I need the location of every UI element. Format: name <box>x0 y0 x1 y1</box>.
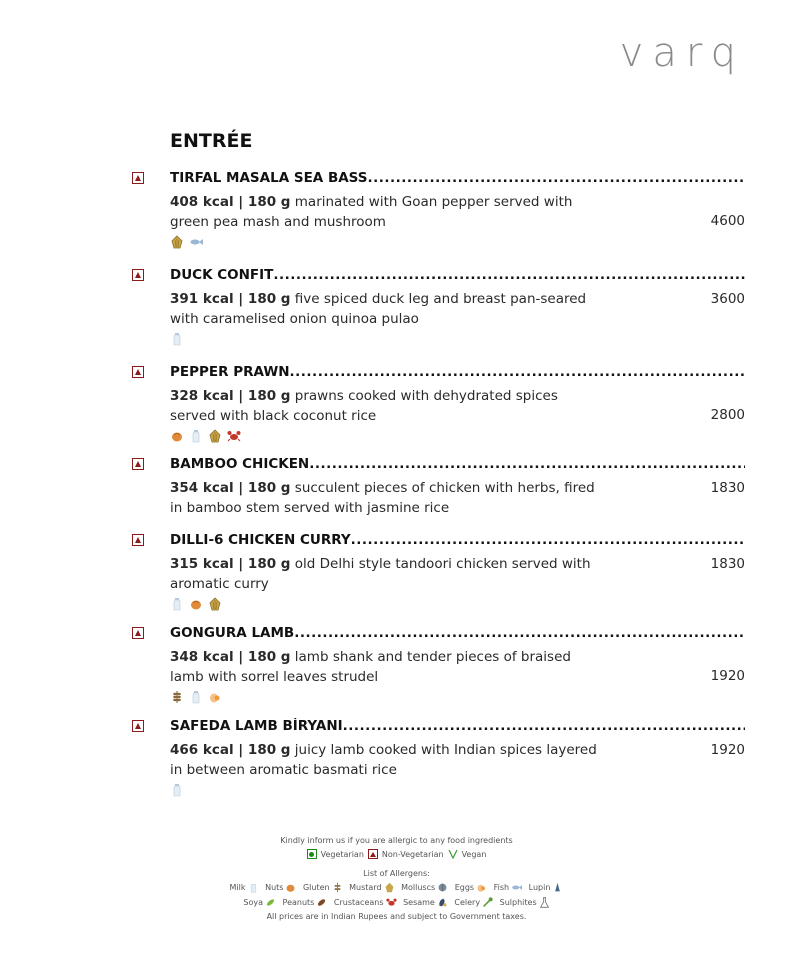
gluten-icon <box>170 690 184 704</box>
vegetarian-label: Vegetarian <box>320 849 364 859</box>
non-veg-icon <box>132 534 144 546</box>
allergy-note: Kindly inform us if you are allergic to any food ingredients <box>280 836 513 845</box>
milk-icon <box>189 429 203 443</box>
celery-icon <box>482 897 493 908</box>
eggs-icon <box>208 690 222 704</box>
non-veg-icon <box>132 172 144 184</box>
allergen-icons <box>170 234 745 250</box>
vegetarian-icon <box>307 849 317 859</box>
item-name: BAMBOO CHICKEN <box>170 456 310 472</box>
menu-item <box>0 532 745 612</box>
item-price: 3600 <box>710 291 745 307</box>
allergen-icons <box>170 782 745 798</box>
item-name: GONGURA LAMB <box>170 625 295 641</box>
menu-item <box>0 267 745 347</box>
vegan-label: Vegan <box>461 849 487 859</box>
mustard-icon <box>384 882 395 893</box>
menu-item <box>0 364 745 444</box>
section-title: ENTRÉE <box>170 130 253 152</box>
non-veg-icon <box>132 458 144 470</box>
crustaceans-icon <box>386 897 397 908</box>
menu-item <box>0 625 745 705</box>
nuts-icon <box>189 597 203 611</box>
item-description: 354 kcal | 180 g succulent pieces of chicken with herbs, fired in bamboo stem served with jasmine rice <box>170 480 595 516</box>
milk-icon <box>248 882 259 893</box>
molluscs-icon <box>437 882 448 893</box>
menu-item <box>0 170 745 250</box>
item-name: PEPPER PRAWN <box>170 364 290 380</box>
gluten-icon <box>332 882 343 893</box>
item-description: 315 kcal | 180 g old Delhi style tandoori chicken served with aromatic curry <box>170 556 591 592</box>
non-veg-icon <box>132 627 144 639</box>
item-name: DILLI-6 CHICKEN CURRY <box>170 532 351 548</box>
allergen-icons <box>170 689 745 705</box>
allergens-row-2: Soya Peanuts Crustaceans Sesame Celery Sulphites <box>0 897 793 908</box>
allergens-row-1: Milk Nuts Gluten Mustard Molluscs Eggs Fish Lupin <box>0 882 793 893</box>
item-description: 328 kcal | 180 g prawns cooked with dehydrated spices served with black coconut rice <box>170 388 558 424</box>
sesame-icon <box>437 897 448 908</box>
fish-icon <box>189 235 203 249</box>
item-description: 408 kcal | 180 g marinated with Goan pepper served with green pea mash and mushroom <box>170 194 573 230</box>
allergen-icons <box>170 428 745 444</box>
item-description: 391 kcal | 180 g five spiced duck leg and breast pan-seared with caramelised onion quinoa pulao <box>170 291 587 327</box>
non-veg-icon <box>132 366 144 378</box>
milk-icon <box>170 597 184 611</box>
non-vegetarian-label: Non-Vegetarian <box>381 849 444 859</box>
non-veg-icon <box>132 720 144 732</box>
eggs-icon <box>476 882 487 893</box>
item-kcal: 391 kcal | 180 g <box>170 291 291 307</box>
footer <box>0 836 793 925</box>
item-price: 1830 <box>710 480 745 496</box>
nuts-icon <box>170 429 184 443</box>
vegan-icon <box>448 849 458 859</box>
non-veg-icon <box>132 269 144 281</box>
diet-legend <box>307 849 487 859</box>
menu-item <box>0 718 745 798</box>
nuts-icon <box>285 882 296 893</box>
item-price: 2800 <box>710 407 745 423</box>
item-kcal: 348 kcal | 180 g <box>170 649 291 665</box>
molluscs-icon <box>170 235 184 249</box>
item-kcal: 354 kcal | 180 g <box>170 480 291 496</box>
item-name: SAFEDA LAMB BİRYANI <box>170 718 343 734</box>
crustaceans-icon <box>227 429 241 443</box>
item-price: 1830 <box>710 556 745 572</box>
menu-items <box>0 170 793 798</box>
lupin-icon <box>552 882 563 893</box>
peanuts-icon <box>316 897 327 908</box>
molluscs-icon <box>208 429 222 443</box>
allergen-icons <box>170 596 745 612</box>
prices-note: All prices are in Indian Rupees and subject to Government taxes. <box>266 912 527 921</box>
item-kcal: 328 kcal | 180 g <box>170 388 291 404</box>
milk-icon <box>170 332 184 346</box>
non-vegetarian-icon <box>368 849 378 859</box>
brand-logo: varq <box>619 30 745 76</box>
item-price: 4600 <box>710 213 745 229</box>
item-description: 348 kcal | 180 g lamb shank and tender pieces of braised lamb with sorrel leaves strudel <box>170 649 571 685</box>
milk-icon <box>170 783 184 797</box>
item-name: DUCK CONFIT <box>170 267 274 283</box>
molluscs-icon <box>208 597 222 611</box>
fish-icon <box>511 882 522 893</box>
allergen-icons <box>170 331 745 347</box>
menu-item <box>0 456 745 518</box>
item-price: 1920 <box>710 742 745 758</box>
item-description: 466 kcal | 180 g juicy lamb cooked with Indian spices layered in between aromatic basmati rice <box>170 742 597 778</box>
milk-icon <box>189 690 203 704</box>
item-kcal: 408 kcal | 180 g <box>170 194 291 210</box>
sulphites-icon <box>539 897 550 908</box>
item-price: 1920 <box>710 668 745 684</box>
soya-icon <box>265 897 276 908</box>
item-kcal: 315 kcal | 180 g <box>170 556 291 572</box>
item-kcal: 466 kcal | 180 g <box>170 742 291 758</box>
allergens-title: List of Allergens: <box>363 869 430 878</box>
item-name: TIRFAL MASALA SEA BASS <box>170 170 368 186</box>
